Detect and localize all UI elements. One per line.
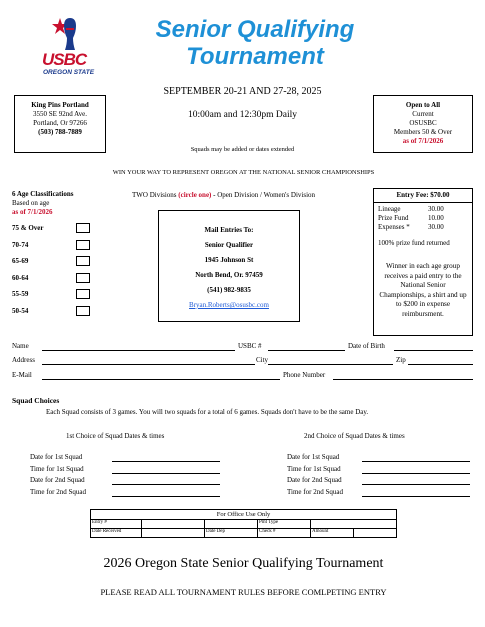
- email-field[interactable]: [42, 379, 280, 380]
- eligibility-asof: as of 7/1/2026: [402, 137, 444, 145]
- squad-second-label: Date for 2nd Squad: [287, 476, 342, 484]
- bowling-pin-star-icon: [40, 14, 110, 54]
- office-amount-value[interactable]: [354, 529, 397, 538]
- age-based-on: Based on age: [12, 199, 50, 207]
- squad-second-label: Time for 2nd Squad: [287, 487, 343, 496]
- phone-label: Phone Number: [283, 371, 326, 379]
- squad-second-field[interactable]: [362, 496, 470, 497]
- divisions-circle: (circle one): [178, 191, 212, 199]
- fee-returned: 100% prize fund returned: [378, 239, 450, 247]
- usbc-field[interactable]: [268, 350, 345, 351]
- age-classifications: [12, 190, 102, 217]
- squad-second-field[interactable]: [362, 461, 470, 462]
- eligibility-members: Members 50 & Over: [393, 128, 453, 136]
- squad-description: Each Squad consists of 3 games. You will two squads for a total of 6 games. Squads don't have to be the same Day.: [46, 408, 369, 416]
- age-class-label: 60-64: [12, 273, 29, 282]
- divisions-options[interactable]: - Open Division / Women's Division: [211, 191, 316, 199]
- age-class-checkbox[interactable]: [76, 289, 90, 299]
- mail-phone: (541) 982-9835: [207, 286, 251, 294]
- address-label: Address: [12, 356, 35, 364]
- office-pmt-type: Pmt Type: [258, 520, 311, 529]
- title-line-1: Senior Qualifying: [155, 16, 355, 43]
- name-label: Name: [12, 342, 29, 350]
- tournament-dates: SEPTEMBER 20-21 AND 27-28, 2025: [163, 86, 322, 97]
- fee-row: [378, 205, 468, 214]
- footer-title: 2026 Oregon State Senior Qualifying Tournament: [103, 556, 384, 571]
- eligibility-osusbc: OSUSBC: [409, 119, 437, 127]
- office-blank: [205, 520, 258, 529]
- second-choice-heading: 2nd Choice of Squad Dates & times: [304, 432, 405, 440]
- mail-heading: Mail Entries To:: [204, 226, 254, 234]
- mail-city: North Bend, Or. 97459: [195, 271, 263, 279]
- venue-box: [14, 95, 106, 153]
- age-asof: as of 7/1/2026: [12, 208, 53, 216]
- age-class-checkbox[interactable]: [76, 256, 90, 266]
- fee-row: [378, 214, 468, 223]
- venue-address: 3550 SE 92nd Ave.: [33, 110, 87, 118]
- office-use-heading: For Office Use Only: [90, 509, 397, 519]
- age-class-label: 75 & Over: [12, 224, 44, 232]
- age-class-label: 65-69: [12, 257, 29, 265]
- venue-phone: (503) 788-7889: [38, 128, 82, 136]
- email-label: E-Mail: [12, 371, 32, 379]
- city-label: City: [256, 356, 269, 364]
- squad-first-field[interactable]: [112, 473, 220, 474]
- dob-label: Date of Birth: [348, 342, 385, 350]
- squad-heading: Squad Choices: [12, 396, 60, 405]
- squad-second-field[interactable]: [362, 484, 470, 485]
- dob-field[interactable]: [394, 350, 473, 351]
- oregon-state-label: OREGON STATE: [43, 69, 95, 76]
- first-choice-heading: 1st Choice of Squad Dates & times: [66, 432, 165, 440]
- office-entry-value[interactable]: [142, 520, 205, 529]
- squad-first-field[interactable]: [112, 496, 220, 497]
- office-deposit: Date Dep: [205, 529, 258, 538]
- winner-text: Winner in each age group receives a paid entry to the National Senior Championships, a shirt and up to $200 in expense reimbursment.: [379, 262, 467, 318]
- divisions-prefix: TWO Divisions: [132, 191, 179, 199]
- office-amount: Amount: [311, 529, 354, 538]
- age-class-label: 70-74: [12, 240, 29, 249]
- age-class-checkbox[interactable]: [76, 273, 90, 283]
- squad-first-label: Date for 1st Squad: [30, 453, 83, 461]
- usbc-logo: [40, 14, 110, 78]
- fee-value: 30.00: [428, 223, 444, 231]
- fee-label: Prize Fund: [378, 214, 409, 222]
- squad-first-field[interactable]: [112, 461, 220, 462]
- squads-note: Squads may be added or dates extended: [190, 146, 295, 153]
- squad-second-field[interactable]: [362, 473, 470, 474]
- mail-email-link[interactable]: Bryan.Roberts@osusbc.com: [189, 301, 269, 309]
- fee-row: [378, 223, 468, 232]
- mail-name: Senior Qualifier: [204, 241, 254, 249]
- age-class-checkbox[interactable]: [76, 306, 90, 316]
- office-check: Check #: [258, 529, 311, 538]
- office-received-value[interactable]: [142, 529, 205, 538]
- zip-label: Zip: [396, 356, 406, 364]
- city-field[interactable]: [268, 364, 393, 365]
- page-title: [110, 16, 400, 70]
- fee-value: 10.00: [428, 214, 444, 222]
- fee-heading: Entry Fee: $70.00: [374, 191, 472, 203]
- age-class-checkbox[interactable]: [76, 240, 90, 250]
- fee-label: Expenses *: [378, 223, 410, 231]
- usbc-label: USBC #: [238, 342, 262, 350]
- usbc-wordmark: USBC: [42, 50, 87, 69]
- squad-first-label: Date for 2nd Squad: [30, 476, 85, 484]
- zip-field[interactable]: [408, 364, 473, 365]
- office-pmt-value[interactable]: [311, 520, 397, 529]
- footer-rules: PLEASE READ ALL TOURNAMENT RULES BEFORE COMLPETING ENTRY: [100, 587, 387, 597]
- venue-name: King Pins Portland: [31, 101, 89, 109]
- banner-text: WIN YOUR WAY TO REPRESENT OREGON AT THE NATIONAL SENIOR CHAMPIONSHIPS: [112, 169, 375, 176]
- squad-first-field[interactable]: [112, 484, 220, 485]
- address-field[interactable]: [42, 364, 255, 365]
- office-received: Date Received: [91, 529, 142, 538]
- name-field[interactable]: [42, 350, 235, 351]
- phone-field[interactable]: [333, 379, 473, 380]
- age-class-checkbox[interactable]: [76, 223, 90, 233]
- age-heading: 6 Age Classifications: [12, 190, 74, 198]
- fee-label: Lineage: [378, 205, 401, 213]
- title-line-2: Tournament: [186, 43, 324, 70]
- eligibility-current: Current: [412, 110, 434, 118]
- divisions-line: [132, 191, 362, 200]
- entry-fee-box: [373, 188, 473, 336]
- tournament-times: 10:00am and 12:30pm Daily: [188, 110, 297, 120]
- mail-entries-box: [158, 210, 300, 322]
- eligibility-box: [373, 95, 473, 153]
- age-class-label: 50-54: [12, 306, 29, 315]
- mail-street: 1945 Johnson St: [204, 256, 254, 264]
- fee-rows: [378, 205, 468, 232]
- fee-value: 30.00: [428, 205, 444, 213]
- office-entry: Entry #: [91, 520, 142, 529]
- age-class-label: 55-59: [12, 290, 29, 298]
- venue-city: Portland, Or 97266: [33, 119, 87, 127]
- office-use-table: [90, 519, 397, 538]
- squad-first-label: Time for 2nd Squad: [30, 487, 86, 496]
- squad-second-label: Date for 1st Squad: [287, 453, 340, 461]
- eligibility-open: Open to All: [405, 101, 441, 109]
- squad-second-label: Time for 1st Squad: [287, 464, 341, 473]
- squad-first-label: Time for 1st Squad: [30, 464, 84, 473]
